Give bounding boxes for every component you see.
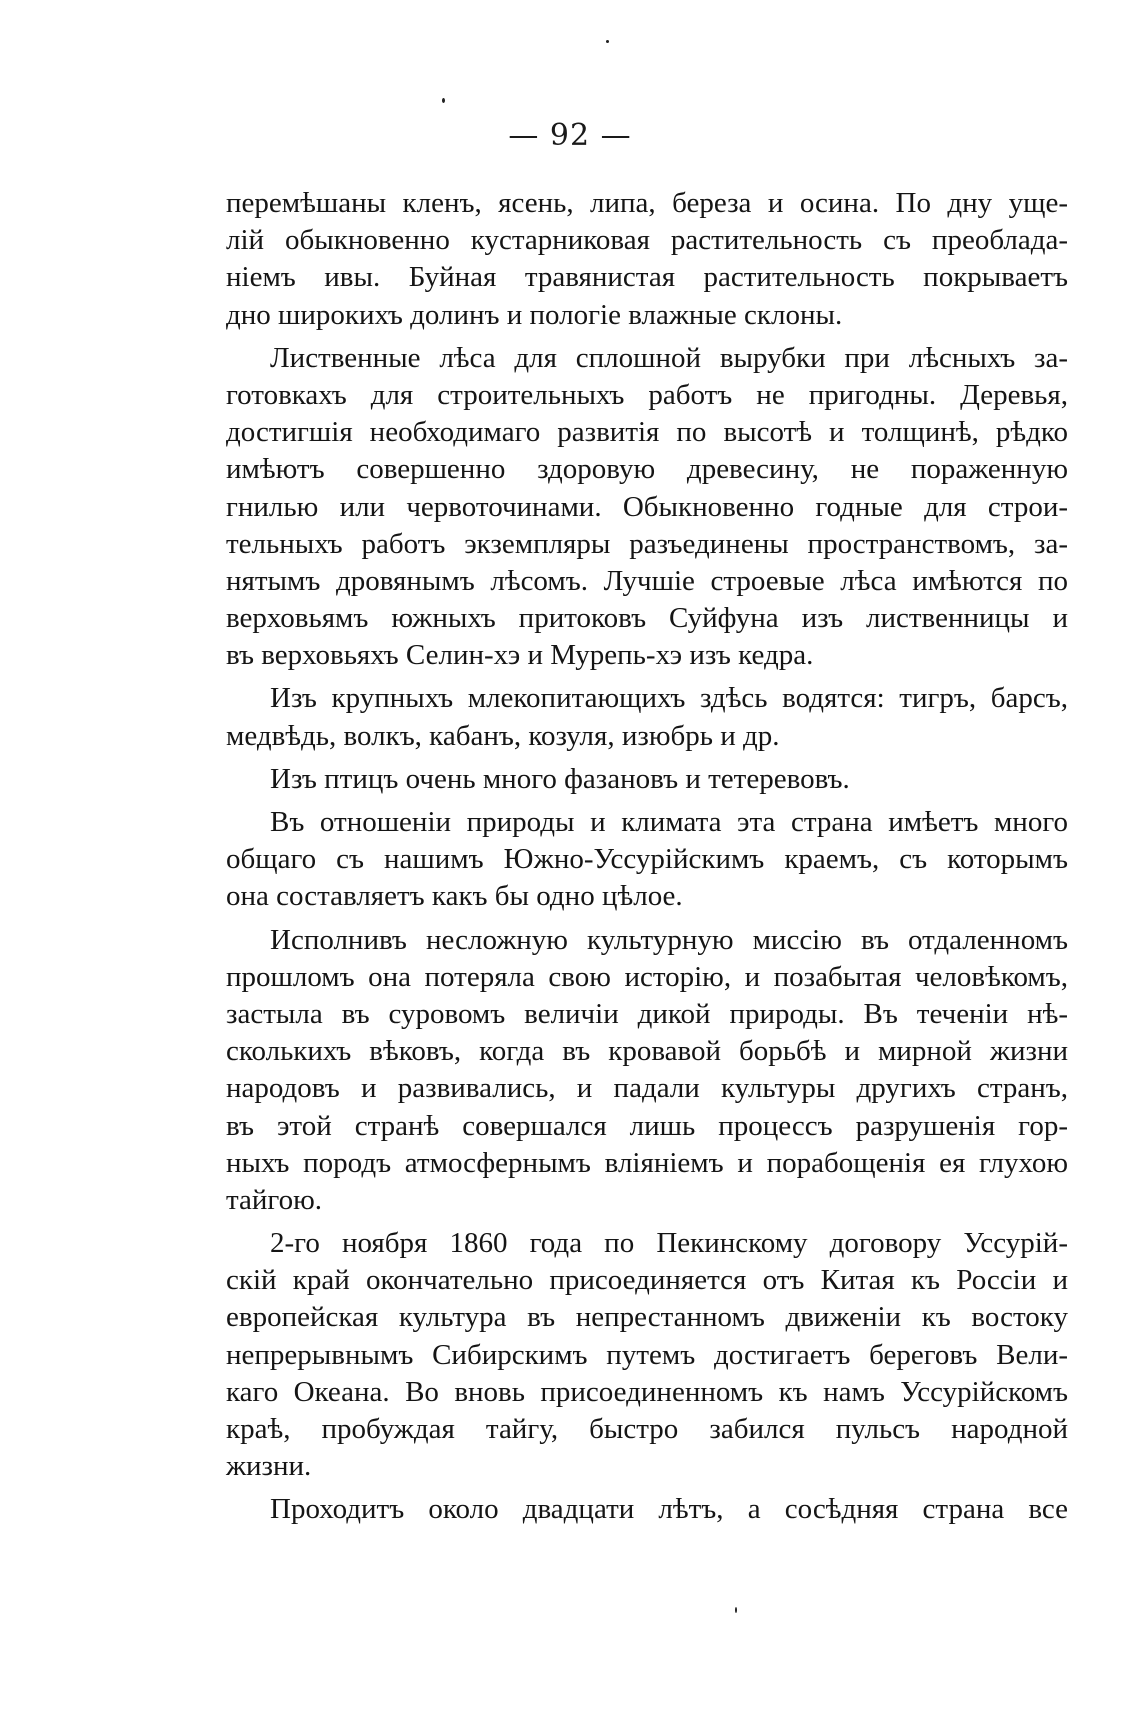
text-line: она составляетъ какъ бы одно цѣлое. [226, 880, 683, 913]
text-line: лій обыкновенно кустарниковая растительность съ преоблада- [226, 224, 1068, 257]
text-line: 2-го ноября 1860 года по Пекинскому договору Уссурій- [270, 1227, 1068, 1260]
text-line: ныхъ породъ атмосфернымъ вліяніемъ и порабощенія ея глухою [226, 1146, 1068, 1179]
paragraph-1 [226, 185, 1068, 334]
text-line: Изъ крупныхъ млекопитающихъ здѣсь водятся: тигръ, барсъ, [270, 682, 1068, 715]
paragraph-2 [226, 340, 1068, 675]
text-line: медвѣдь, волкъ, кабанъ, козуля, изюбрь и др. [226, 719, 780, 752]
text-line: Лиственные лѣса для сплошной вырубки при лѣсныхъ за- [270, 341, 1068, 374]
text-line: гнилью или червоточинами. Обыкновенно годные для строи- [226, 490, 1068, 523]
paragraph-4 [226, 761, 1068, 798]
text-line: европейская культура въ непрестанномъ движеніи къ востоку [226, 1301, 1068, 1334]
text-line: Проходитъ около двадцати лѣтъ, а сосѣдняя страна все [270, 1493, 1068, 1526]
text-line: верховьямъ южныхъ притоковъ Суйфуна изъ лиственницы и [226, 602, 1068, 635]
text-line: прошломъ она потеряла свою исторію, и позабытая человѣкомъ, [226, 960, 1068, 993]
body-text [226, 185, 1068, 1529]
text-line: краѣ, пробуждая тайгу, быстро забился пульсъ народной [226, 1413, 1068, 1445]
print-speck [735, 1607, 737, 1613]
text-line: дно широкихъ долинъ и пологіе влажные склоны. [226, 298, 843, 331]
text-line: имѣютъ совершенно здоровую древесину, не пораженную [226, 453, 1068, 486]
text-line: непрерывнымъ Сибирскимъ путемъ достигаетъ береговъ Вели- [226, 1338, 1068, 1371]
print-speck [442, 98, 445, 103]
paragraph-7 [226, 1225, 1068, 1485]
text-line: жизни. [226, 1450, 312, 1483]
text-line: тельныхъ работъ экземпляры разъединены пространствомъ, за- [226, 527, 1068, 560]
text-line: перемѣшаны кленъ, ясень, липа, береза и осина. По дну уще- [226, 187, 1068, 219]
text-line: ніемъ ивы. Буйная травянистая растительность покрываетъ [226, 261, 1068, 294]
text-line: нятымъ дровянымъ лѣсомъ. Лучшіе строевые лѣса имѣются по [226, 564, 1068, 597]
text-line: достигшія необходимаго развитія по высотѣ и толщинѣ, рѣдко [226, 416, 1068, 449]
paragraph-6 [226, 922, 1068, 1220]
text-line: тайгою. [226, 1183, 323, 1216]
paragraph-3 [226, 680, 1068, 754]
text-line: въ этой странѣ совершался лишь процессъ разрушенія гор- [226, 1109, 1068, 1142]
text-line: Въ отношеніи природы и климата эта страна имѣетъ много [270, 806, 1068, 838]
text-line: народовъ и развивались, и падали культуры другихъ странъ, [226, 1072, 1068, 1105]
text-line: Изъ птицъ очень много фазановъ и тетеревовъ. [270, 762, 850, 795]
paragraph-5 [226, 804, 1068, 916]
print-speck [606, 40, 609, 43]
text-line: въ верховьяхъ Селин-хэ и Мурепь-хэ изъ кедра. [226, 639, 814, 672]
page-number: — 92 — [508, 118, 632, 153]
text-line: скій край окончательно присоединяется отъ Китая къ Россіи и [226, 1264, 1068, 1297]
text-line: общаго съ нашимъ Южно-Уссурійскимъ краемъ, съ которымъ [226, 843, 1068, 876]
text-line: застыла въ суровомъ величіи дикой природы. Въ теченіи нѣ- [226, 997, 1068, 1030]
text-line: каго Океана. Во вновь присоединенномъ къ намъ Уссурійскомъ [226, 1375, 1068, 1408]
text-line: готовкахъ для строительныхъ работъ не пригодны. Деревья, [226, 378, 1068, 411]
paragraph-8 [226, 1491, 1068, 1528]
text-line: Исполнивъ несложную культурную миссію въ отдаленномъ [270, 923, 1068, 956]
text-line: сколькихъ вѣковъ, когда въ кровавой борьбѣ и мирной жизни [226, 1035, 1068, 1068]
